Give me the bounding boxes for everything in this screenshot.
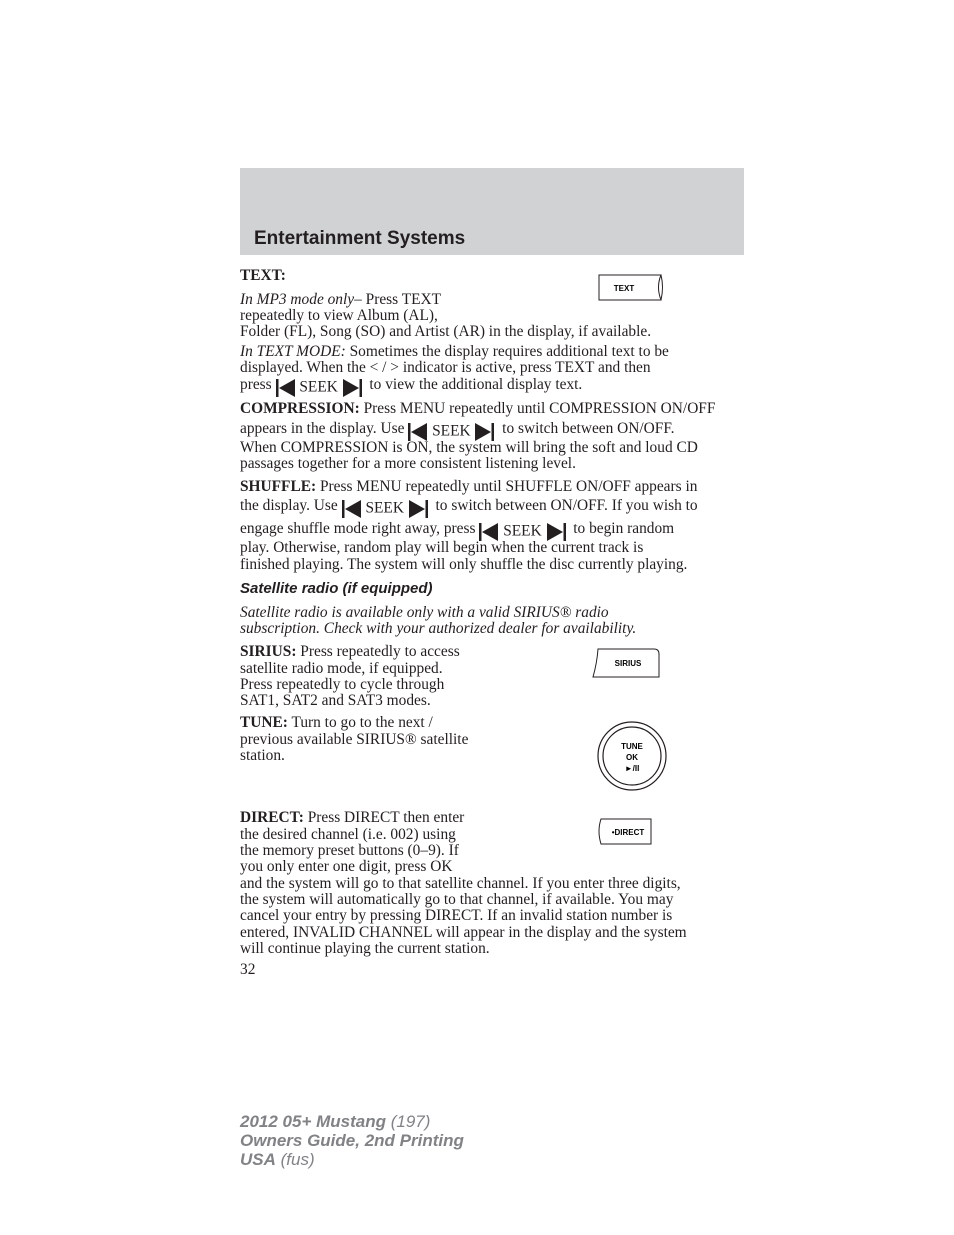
direct-line-6: the system will automatically go to that channel, if available. You may: [240, 891, 674, 908]
tune-knob-icon: [596, 720, 668, 797]
shuffle-line-2: the display. Use SEEK to switch between ON/OFF. If you wish to: [240, 497, 698, 517]
tune-line-1: TUNE: Turn to go to the next /: [240, 714, 433, 731]
satellite-heading: Satellite radio (if equipped): [240, 580, 433, 597]
footer: [240, 1112, 464, 1169]
section-title: Entertainment Systems: [254, 228, 466, 249]
direct-button-label: •DIRECT: [611, 828, 645, 837]
satellite-note-line-2: subscription. Check with your authorized dealer for availability.: [240, 620, 637, 637]
compression-line-1: COMPRESSION: Press MENU repeatedly until COMPRESSION ON/OFF: [240, 400, 716, 417]
tune-line-2: previous available SIRIUS® satellite: [240, 731, 469, 748]
direct-line-3: the memory preset buttons (0–9). If: [240, 842, 459, 859]
sirius-button-icon: [592, 648, 662, 683]
footer-line-2: Owners Guide, 2nd Printing: [240, 1131, 464, 1150]
shuffle-line-1: SHUFFLE: Press MENU repeatedly until SHUFFLE ON/OFF appears in: [240, 478, 698, 495]
satellite-note-line-1: Satellite radio is available only with a valid SIRIUS® radio: [240, 604, 609, 621]
tune-knob-label-ok: OK: [626, 753, 638, 762]
seek-icon-group: SEEK: [342, 500, 428, 518]
sirius-line-4: SAT1, SAT2 and SAT3 modes.: [240, 692, 431, 709]
shuffle-line-3: engage shuffle mode right away, press SEEK to begin random: [240, 520, 675, 540]
seek-back-icon: [342, 500, 362, 518]
compression-line-4: passages together for a more consistent listening level.: [240, 455, 576, 472]
shuffle-line-4: play. Otherwise, random play will begin when the current track is: [240, 539, 644, 556]
compression-line-3: When COMPRESSION is ON, the system will bring the soft and loud CD: [240, 439, 698, 456]
direct-line-4: you only enter one digit, press OK: [240, 858, 453, 875]
direct-button-icon: [597, 818, 653, 850]
tune-knob-label-play-pause: ►/II: [624, 764, 640, 773]
seek-back-icon: [276, 379, 296, 397]
textmode-line-1: In TEXT MODE: Sometimes the display requires additional text to be: [240, 343, 669, 360]
footer-line-1: 2012 05+ Mustang (197): [240, 1112, 431, 1131]
direct-line-2: the desired channel (i.e. 002) using: [240, 826, 456, 843]
sirius-line-2: satellite radio mode, if equipped.: [240, 660, 443, 677]
sirius-line-3: Press repeatedly to cycle through: [240, 676, 445, 693]
direct-line-7: cancel your entry by pressing DIRECT. If an invalid station number is: [240, 907, 673, 924]
direct-line-8: entered, INVALID CHANNEL will appear in the display and the system: [240, 924, 687, 941]
text-button-label: TEXT: [613, 284, 635, 293]
seek-icon-group: SEEK: [276, 379, 362, 397]
tune-line-3: station.: [240, 747, 285, 764]
seek-icon-group: SEEK: [479, 523, 565, 541]
text-label: TEXT:: [240, 267, 286, 284]
page-number: 32: [240, 961, 256, 978]
mp3-line-3: Folder (FL), Song (SO) and Artist (AR) in the display, if available.: [240, 323, 652, 340]
direct-line-5: and the system will go to that satellite channel. If you enter three digits,: [240, 875, 681, 892]
seek-forward-icon: [342, 379, 362, 397]
shuffle-line-5: finished playing. The system will only shuffle the disc currently playing.: [240, 556, 688, 573]
mp3-line-2: repeatedly to view Album (AL),: [240, 307, 438, 324]
section-header-band: [240, 168, 744, 255]
direct-line-9: will continue playing the current station.: [240, 940, 490, 957]
seek-forward-icon: [408, 500, 428, 518]
text-button-icon: [598, 274, 665, 306]
seek-icon-group: SEEK: [408, 423, 494, 441]
textmode-line-2: displayed. When the < / > indicator is active, press TEXT and then: [240, 359, 651, 376]
direct-line-1: DIRECT: Press DIRECT then enter: [240, 809, 465, 826]
compression-line-2: appears in the display. Use SEEK to switch between ON/OFF.: [240, 420, 675, 440]
sirius-line-1: SIRIUS: Press repeatedly to access: [240, 643, 460, 660]
sirius-button-label: SIRIUS: [614, 659, 642, 668]
footer-line-3: USA (fus): [240, 1150, 315, 1169]
textmode-line-3: press SEEK to view the additional display text.: [240, 376, 583, 396]
tune-knob-label-tune: TUNE: [621, 742, 643, 751]
mp3-line-1: In MP3 mode only– Press TEXT: [240, 291, 442, 308]
